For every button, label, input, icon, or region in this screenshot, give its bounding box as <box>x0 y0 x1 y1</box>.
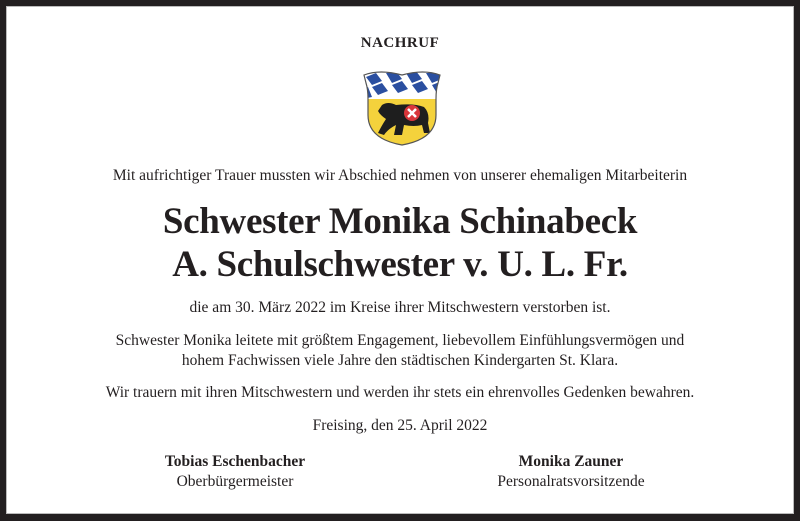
signatory-mayor <box>115 452 355 492</box>
death-notice: die am 30. März 2022 im Kreise ihrer Mitschwestern verstorben ist. <box>189 299 611 316</box>
place-date: Freising, den 25. April 2022 <box>312 417 488 434</box>
tribute-line-2: hohem Fachwissen viele Jahre den städtischen Kindergarten St. Klara. <box>181 352 619 369</box>
heading: NACHRUF <box>360 35 440 51</box>
tribute-paragraph <box>6 331 794 371</box>
signatory-name: Tobias Eschenbacher <box>164 453 306 470</box>
signatory-role: Personalratsvorsitzende <box>497 473 645 490</box>
coat-of-arms-icon <box>358 69 446 147</box>
signatory-name: Monika Zauner <box>518 453 624 470</box>
obituary-notice <box>6 6 794 514</box>
signatory-staff-council <box>451 452 691 492</box>
deceased-title: A. Schulschwester v. U. L. Fr. <box>172 244 628 285</box>
mourning-paragraph: Wir trauern mit ihren Mitschwestern und werden ihr stets ein ehrenvolles Gedenken bewahren. <box>105 384 695 401</box>
deceased-name: Schwester Monika Schinabeck <box>162 201 638 242</box>
signatory-role: Oberbürgermeister <box>176 473 294 490</box>
intro-text: Mit aufrichtiger Trauer mussten wir Abschied nehmen von unserer ehemaligen Mitarbeiterin <box>112 167 688 184</box>
tribute-line-1: Schwester Monika leitete mit größtem Engagement, liebevollem Einfühlungsvermögen und <box>115 332 685 349</box>
